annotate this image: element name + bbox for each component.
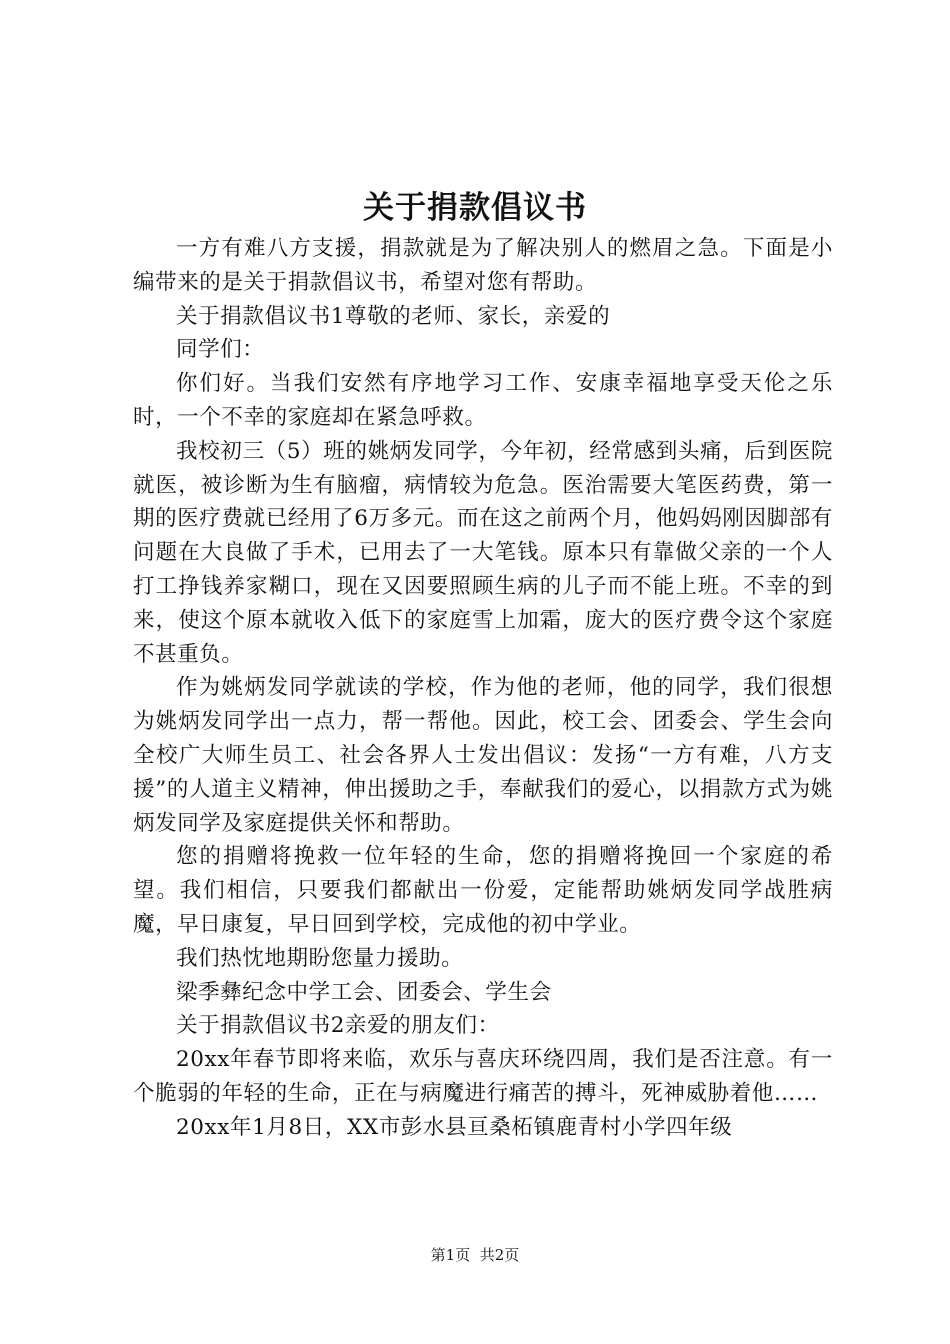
paragraph: 您的捐赠将挽救一位年轻的生命，您的捐赠将挽回一个家庭的希望。我们相信，只要我们都献出一份爱，定能帮助姚炳发同学战胜病魔，早日康复，早日回到学校，完成他的初中学业。 (133, 844, 833, 937)
page-total: 共2页 (479, 1246, 520, 1264)
paragraph: 作为姚炳发同学就读的学校，作为他的老师，他的同学，我们很想为姚炳发同学出一点力，帮一帮他。因此，校工会、团委会、学生会向全校广大师生员工、社会各界人士发出倡议：发扬“一方有难，八方支援”的人道主义精神，伸出援助之手，奉献我们的爱心，以捐款方式为姚炳发同学及家庭提供关怀和帮助。 (133, 675, 833, 836)
paragraph: 关于捐款倡议书2亲爱的朋友们： (176, 1013, 500, 1039)
paragraph: 20xx年春节即将来临，欢乐与喜庆环绕四周，我们是否注意。有一个脆弱的年轻的生命，正在与病魔进行痛苦的搏斗，死神威胁着他…… (133, 1047, 833, 1106)
paragraph: 一方有难八方支援，捐款就是为了解决别人的燃眉之急。下面是小编带来的是关于捐款倡议书，希望对您有帮助。 (133, 236, 833, 295)
paragraph: 我校初三（5）班的姚炳发同学，今年初，经常感到头痛，后到医院就医，被诊断为生有脑瘤，病情较为危急。医治需要大笔医药费，第一期的医疗费就已经用了6万多元。而在这之前两个月，他妈妈刚因脚部有问题在大良做了手术，已用去了一大笔钱。原本只有靠做父亲的一个人打工挣钱养家糊口，现在又因要照顾生病的儿子而不能上班。不幸的到来，使这个原本就收入低下的家庭雪上加霜，庞大的医疗费令这个家庭不甚重负。 (133, 438, 833, 667)
paragraph: 20xx年1月8日，XX市彭水县亘桑柘镇鹿青村小学四年级 (176, 1114, 733, 1140)
paragraph: 我们热忱地期盼您量力援助。 (176, 945, 464, 971)
paragraph: 同学们： (176, 337, 265, 363)
paragraph: 你们好。当我们安然有序地学习工作、安康幸福地享受天伦之乐时，一个不幸的家庭却在紧急呼救。 (133, 371, 833, 430)
document-body (133, 232, 833, 1145)
document-title: 关于捐款倡议书 (363, 190, 587, 226)
page-number: 第1页 (430, 1246, 471, 1264)
page-footer (0, 1244, 950, 1266)
paragraph: 关于捐款倡议书1尊敬的老师、家长，亲爱的 (176, 303, 611, 329)
paragraph: 梁季彝纪念中学工会、团委会、学生会 (176, 979, 552, 1005)
